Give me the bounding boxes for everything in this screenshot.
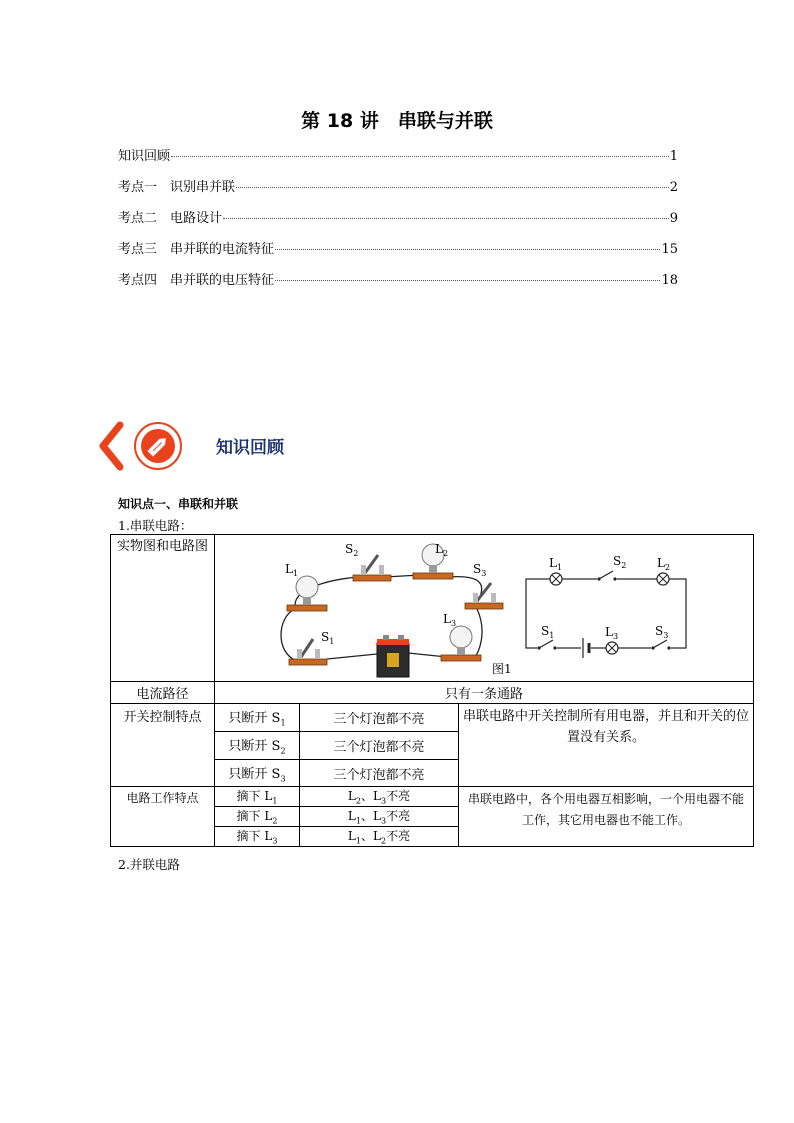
switch-action: 只断开 $S_1$ xyxy=(215,704,300,732)
toc-label: 考点二 电路设计 xyxy=(118,211,223,226)
circuit-diagram xyxy=(215,535,753,681)
lamp-result: $L_2$、$L_3$不亮 xyxy=(300,787,459,807)
current-path-value: 只有一条通路 xyxy=(215,682,754,704)
switch-board-s2 xyxy=(353,555,391,581)
schematic-switch-s2 xyxy=(597,571,617,583)
pencil-icon xyxy=(135,423,181,469)
toc-page: 9 xyxy=(669,211,678,226)
schematic-lamp-l1 xyxy=(550,573,562,585)
label-l2: $L_2$ xyxy=(435,542,449,558)
lamp-result: $L_1$、$L_2$不亮 xyxy=(300,827,459,847)
label-l1: $L_1$ xyxy=(285,562,299,578)
schem-label-s1: $S_1$ xyxy=(541,624,555,640)
toc-leader xyxy=(236,187,669,188)
switch-result: 三个灯泡都不亮 xyxy=(300,732,459,760)
label-s2: $S_2$ xyxy=(345,542,359,558)
row-label-working: 电路工作特点 xyxy=(111,787,215,847)
subheading-series: 1.串联电路： xyxy=(118,518,193,533)
schematic-battery xyxy=(581,638,591,658)
schem-label-l3: $L_3$ xyxy=(605,625,619,641)
schematic-lamp-l2 xyxy=(657,573,669,585)
row-label-diagram: 实物图和电路图 xyxy=(111,535,215,682)
switch-result: 三个灯泡都不亮 xyxy=(300,760,459,787)
toc-leader xyxy=(275,249,660,250)
toc-page: 1 xyxy=(669,149,678,164)
schem-label-s2: $S_2$ xyxy=(613,554,627,570)
lamp-result: $L_1$、$L_3$不亮 xyxy=(300,807,459,827)
label-s3: $S_3$ xyxy=(473,562,487,578)
toc-leader xyxy=(223,218,669,219)
toc-leader xyxy=(171,156,669,157)
label-s1: $S_1$ xyxy=(321,630,335,646)
toc-label: 考点四 串并联的电压特征 xyxy=(118,273,275,288)
label-l3: $L_3$ xyxy=(443,612,457,628)
circuit-figure xyxy=(215,535,754,682)
switch-action: 只断开 $S_3$ xyxy=(215,760,300,787)
toc-label: 考点一 识别串并联 xyxy=(118,180,236,195)
switch-result: 三个灯泡都不亮 xyxy=(300,704,459,732)
schematic-switch-s1 xyxy=(537,640,557,651)
subheading-parallel: 2.并联电路 xyxy=(118,857,180,872)
toc-entry[interactable] xyxy=(118,176,678,207)
lamp-board-l1 xyxy=(287,576,327,611)
toc-entry[interactable] xyxy=(118,269,678,300)
knowledge-point-heading: 知识点一、串联和并联 xyxy=(118,497,239,511)
schem-label-l1: $L_1$ xyxy=(549,556,563,572)
toc-entry[interactable] xyxy=(118,145,678,176)
schem-label-s3: $S_3$ xyxy=(655,624,669,640)
row-label-switch: 开关控制特点 xyxy=(111,704,215,787)
toc-page: 2 xyxy=(669,180,678,195)
toc-entry[interactable] xyxy=(118,207,678,238)
chevron-left-icon xyxy=(103,425,120,467)
toc-entry[interactable] xyxy=(118,238,678,269)
switch-note: 串联电路中开关控制所有用电器，并且和开关的位置没有关系。 xyxy=(459,704,754,787)
switch-action: 只断开 $S_2$ xyxy=(215,732,300,760)
lamp-action: 摘下 $L_3$ xyxy=(215,827,300,847)
schematic-switch-s3 xyxy=(651,640,671,651)
toc-leader xyxy=(275,280,660,281)
schematic-lamp-l3 xyxy=(606,642,618,654)
switch-board-s3 xyxy=(465,583,503,609)
table-of-contents xyxy=(118,145,678,300)
toc-page: 18 xyxy=(661,273,678,288)
schem-label-l2: $L_2$ xyxy=(657,556,671,572)
series-circuit-table xyxy=(110,534,754,847)
page-title: 第 18 讲 串联与并联 xyxy=(301,110,493,132)
lamp-board-l3 xyxy=(441,626,481,661)
lamp-note: 串联电路中，各个用电器互相影响，一个用电器不能工作，其它用电器也不能工作。 xyxy=(459,787,754,847)
section-title: 知识回顾 xyxy=(216,438,284,458)
lamp-action: 摘下 $L_2$ xyxy=(215,807,300,827)
battery xyxy=(377,635,409,677)
row-label-current-path: 电流路径 xyxy=(111,682,215,704)
figure-caption: 图1 xyxy=(492,662,512,676)
lamp-action: 摘下 $L_1$ xyxy=(215,787,300,807)
toc-label: 考点三 串并联的电流特征 xyxy=(118,242,275,257)
toc-label: 知识回顾 xyxy=(118,149,171,164)
toc-page: 15 xyxy=(661,242,678,257)
